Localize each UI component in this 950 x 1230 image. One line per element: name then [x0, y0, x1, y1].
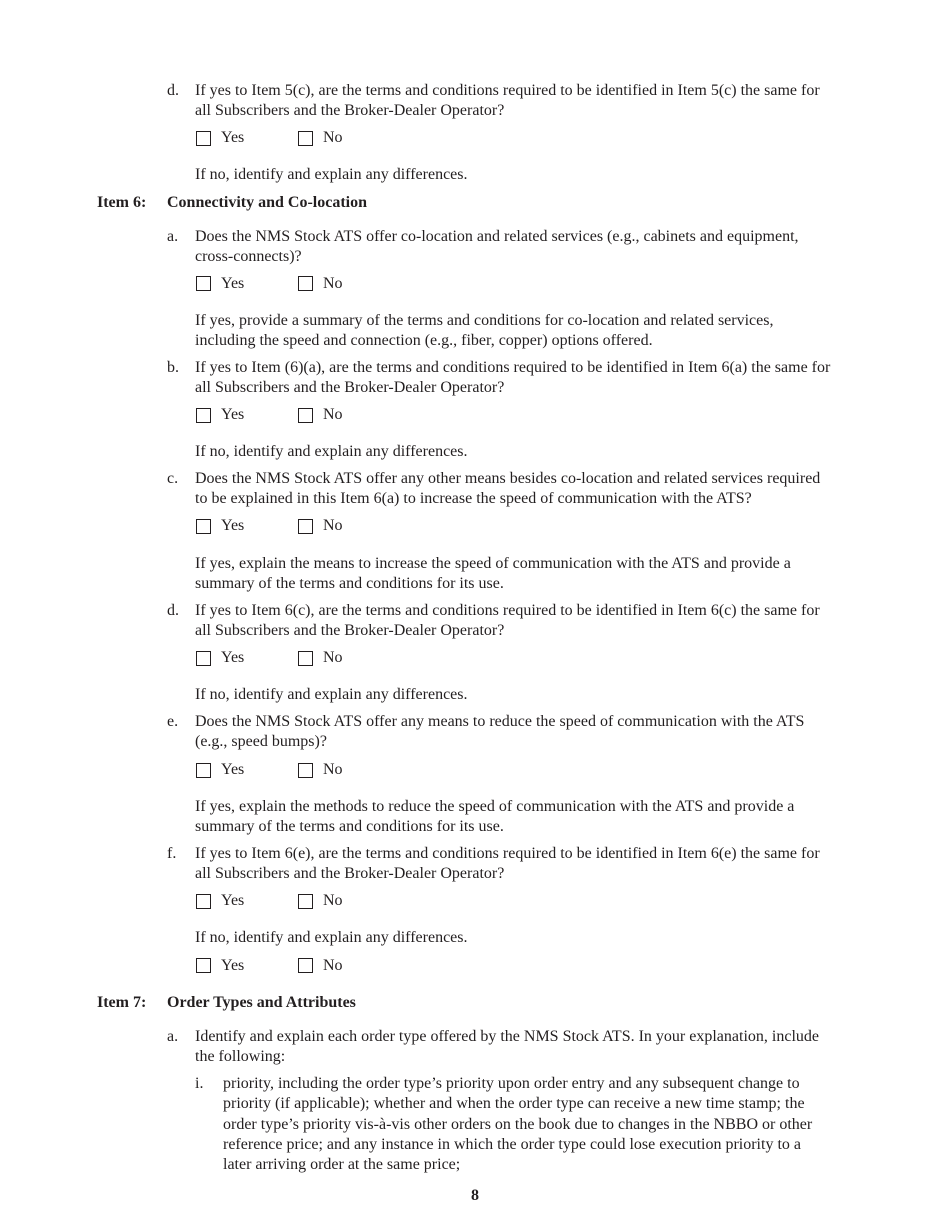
item5-d-no-label: No — [323, 129, 343, 146]
item6-title: Connectivity and Co-location — [167, 194, 367, 211]
item6-b-followup: If no, identify and explain any differences. — [195, 443, 468, 460]
item6-f-question-line1: If yes to Item 6(e), are the terms and conditions required to be identified in Item 6(e) the same for — [195, 845, 820, 862]
item6-b-question-line2: all Subscribers and the Broker-Dealer Operator? — [195, 379, 505, 396]
item6-f-followup-yes-label: Yes — [221, 957, 245, 974]
item6-d-question-line1: If yes to Item 6(c), are the terms and conditions required to be identified in Item 6(c) the same for — [195, 602, 820, 619]
item6-d-no-checkbox[interactable] — [298, 651, 313, 666]
item6-c-followup-line1: If yes, explain the means to increase the speed of communication with the ATS and provide a — [195, 555, 791, 572]
item6-e-letter: e. — [167, 713, 179, 730]
item6-e-no-label: No — [323, 761, 343, 778]
item7-a-letter: a. — [167, 1028, 179, 1045]
item6-f-question-line2: all Subscribers and the Broker-Dealer Operator? — [195, 865, 505, 882]
item7-a-i-line: reference price; and any instance in which the order type could lose execution priority to a — [223, 1136, 801, 1153]
item7-a-question-line2: the following: — [195, 1048, 286, 1065]
item6-e-followup-line1: If yes, explain the methods to reduce the speed of communication with the ATS and provide a — [195, 798, 795, 815]
item7-label: Item 7: — [97, 994, 147, 1011]
item6-c-question-line1: Does the NMS Stock ATS offer any other means besides co-location and related services required — [195, 470, 821, 487]
item5-d-yes-label: Yes — [221, 129, 245, 146]
item5-d-question-line1: If yes to Item 5(c), are the terms and conditions required to be identified in Item 5(c) the same for — [195, 82, 820, 99]
item6-e-yes-checkbox[interactable] — [196, 763, 211, 778]
item6-f-followup: If no, identify and explain any differences. — [195, 929, 468, 946]
item6-b-no-label: No — [323, 406, 343, 423]
item6-d-no-label: No — [323, 649, 343, 666]
item6-f-no-checkbox[interactable] — [298, 894, 313, 909]
item6-c-yes-label: Yes — [221, 517, 245, 534]
item5-d-yes-checkbox[interactable] — [196, 131, 211, 146]
item6-b-no-checkbox[interactable] — [298, 408, 313, 423]
item6-b-yes-checkbox[interactable] — [196, 408, 211, 423]
item6-f-followup-no-checkbox[interactable] — [298, 958, 313, 973]
item6-f-letter: f. — [167, 845, 177, 862]
item6-c-letter: c. — [167, 470, 179, 487]
item6-a-question-line2: cross-connects)? — [195, 248, 302, 265]
item7-a-question-line1: Identify and explain each order type offered by the NMS Stock ATS. In your explanation, include — [195, 1028, 819, 1045]
item6-a-yes-checkbox[interactable] — [196, 276, 211, 291]
item6-e-question-line2: (e.g., speed bumps)? — [195, 733, 327, 750]
item6-f-followup-no-label: No — [323, 957, 343, 974]
item6-e-yes-label: Yes — [221, 761, 245, 778]
item6-c-no-checkbox[interactable] — [298, 519, 313, 534]
page-number: 8 — [471, 1187, 479, 1204]
item6-d-letter: d. — [167, 602, 179, 619]
item6-f-yes-label: Yes — [221, 892, 245, 909]
item6-d-yes-label: Yes — [221, 649, 245, 666]
item6-a-question-line1: Does the NMS Stock ATS offer co-location and related services (e.g., cabinets and equipment, — [195, 228, 799, 245]
item6-d-question-line2: all Subscribers and the Broker-Dealer Operator? — [195, 622, 505, 639]
item6-c-no-label: No — [323, 517, 343, 534]
item6-c-yes-checkbox[interactable] — [196, 519, 211, 534]
item7-a-i-line: priority, including the order type’s priority upon order entry and any subsequent change to — [223, 1075, 800, 1092]
item6-a-followup-line2: including the speed and connection (e.g., fiber, copper) options offered. — [195, 332, 653, 349]
item6-a-no-checkbox[interactable] — [298, 276, 313, 291]
item6-f-no-label: No — [323, 892, 343, 909]
item6-e-question-line1: Does the NMS Stock ATS offer any means to reduce the speed of communication with the ATS — [195, 713, 805, 730]
item6-d-yes-checkbox[interactable] — [196, 651, 211, 666]
item6-f-followup-yes-checkbox[interactable] — [196, 958, 211, 973]
item7-title: Order Types and Attributes — [167, 994, 356, 1011]
item7-a-i-line: order type’s priority vis-à-vis other orders on the book due to changes in the NBBO or other — [223, 1116, 813, 1133]
item5-d-no-checkbox[interactable] — [298, 131, 313, 146]
item6-e-no-checkbox[interactable] — [298, 763, 313, 778]
item5-d-question-line2: all Subscribers and the Broker-Dealer Operator? — [195, 102, 505, 119]
item7-a-i-line: priority (if applicable); whether and when the order type can receive a new time stamp; the — [223, 1095, 805, 1112]
item6-c-question-line2: to be explained in this Item 6(a) to increase the speed of communication with the ATS? — [195, 490, 752, 507]
item6-a-no-label: No — [323, 275, 343, 292]
item7-a-i-line: later arriving order at the same price; — [223, 1156, 461, 1173]
item6-a-yes-label: Yes — [221, 275, 245, 292]
item5-d-followup: If no, identify and explain any differences. — [195, 166, 468, 183]
item7-a-i-roman: i. — [195, 1075, 204, 1092]
item6-a-letter: a. — [167, 228, 179, 245]
item6-b-letter: b. — [167, 359, 179, 376]
item6-f-yes-checkbox[interactable] — [196, 894, 211, 909]
item6-b-question-line1: If yes to Item (6)(a), are the terms and conditions required to be identified in Item 6(a) the same for — [195, 359, 831, 376]
item6-label: Item 6: — [97, 194, 147, 211]
item5-d-letter: d. — [167, 82, 179, 99]
item6-d-followup: If no, identify and explain any differences. — [195, 686, 468, 703]
item6-a-followup-line1: If yes, provide a summary of the terms and conditions for co-location and related services, — [195, 312, 774, 329]
item6-c-followup-line2: summary of the terms and conditions for its use. — [195, 575, 504, 592]
item6-e-followup-line2: summary of the terms and conditions for its use. — [195, 818, 504, 835]
item6-b-yes-label: Yes — [221, 406, 245, 423]
